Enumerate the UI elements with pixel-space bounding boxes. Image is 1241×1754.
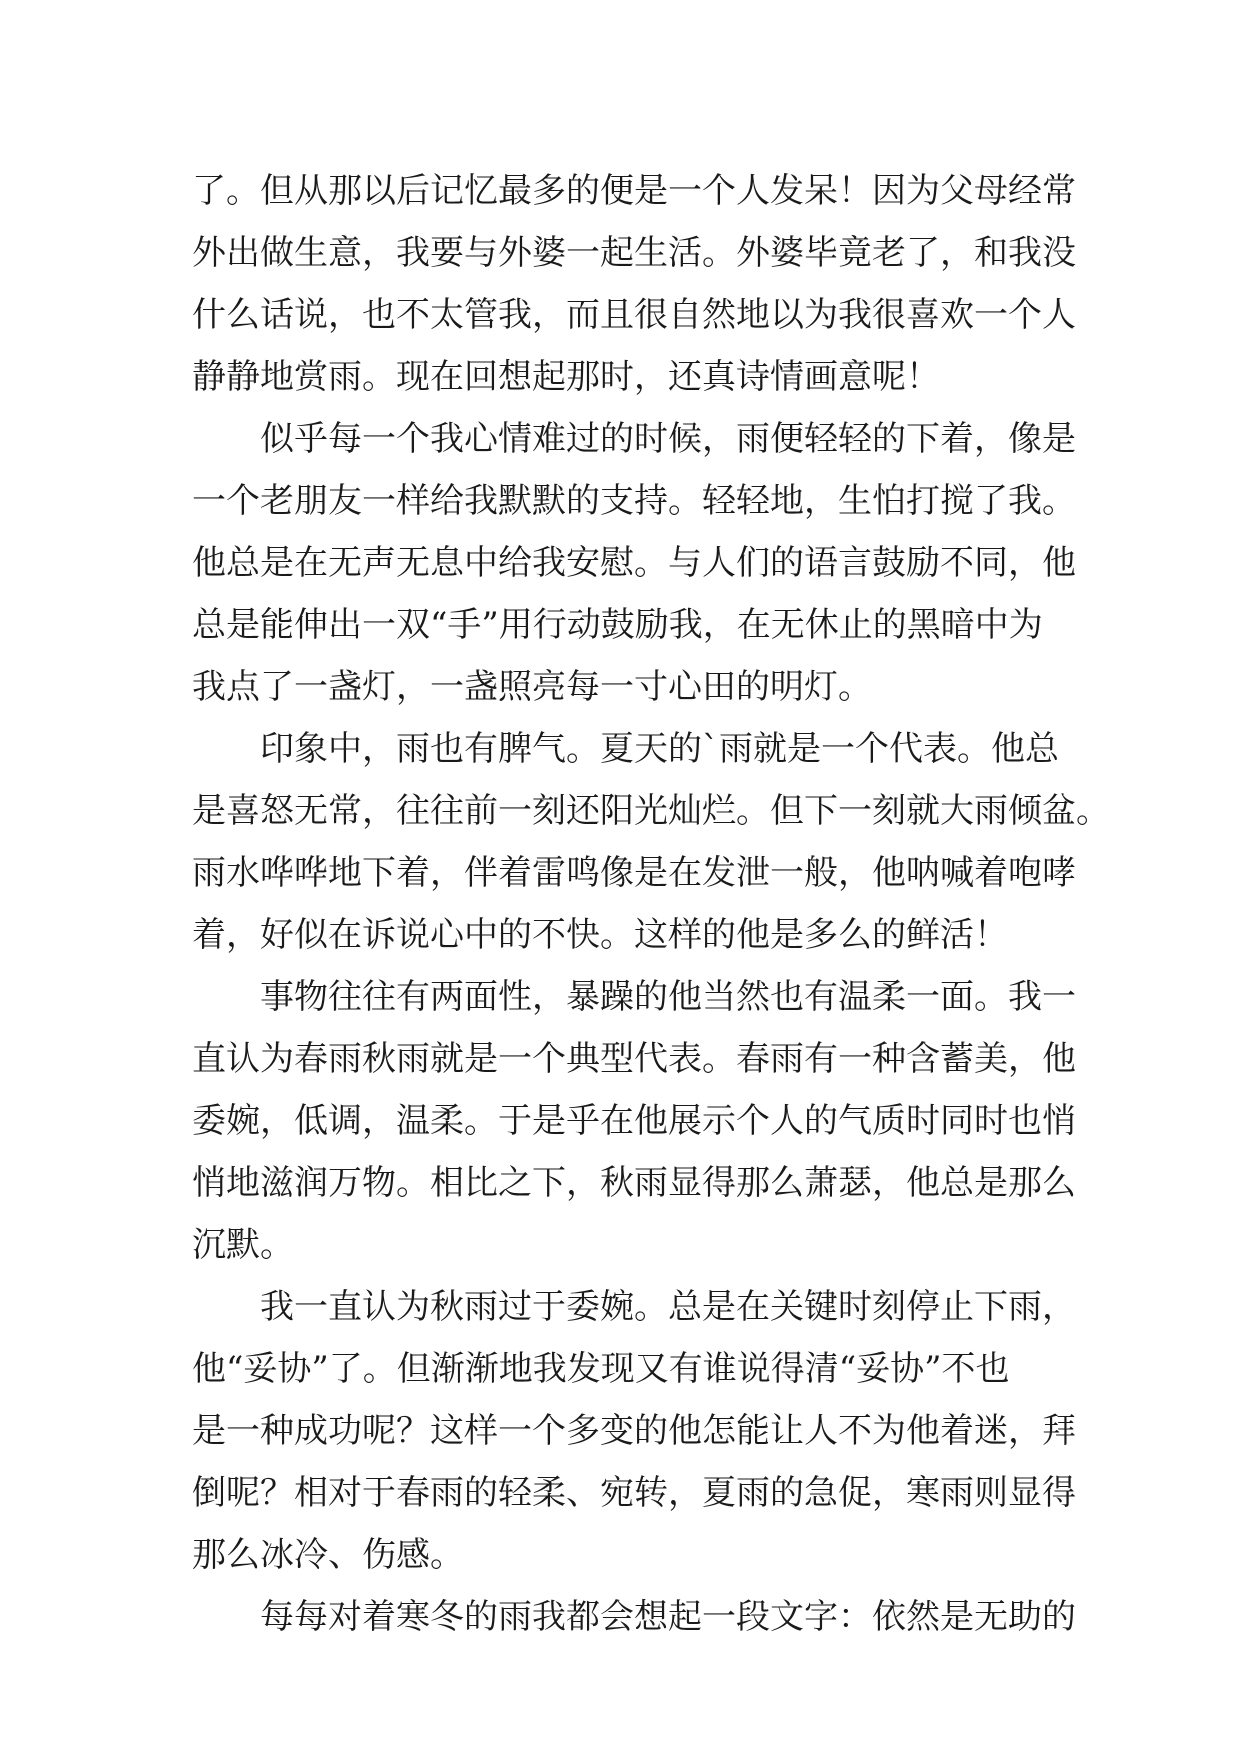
text-line: 他总是在无声无息中给我安慰。与人们的语言鼓励不同，他 bbox=[192, 543, 1076, 583]
text-line: 着，好似在诉说心中的不快。这样的他是多么的鲜活！ bbox=[192, 915, 1008, 955]
text-line: 是一种成功呢？这样一个多变的他怎能让人不为他着迷，拜 bbox=[192, 1411, 1076, 1451]
text-line: 沉默。 bbox=[192, 1225, 294, 1265]
text-line: 静静地赏雨。现在回想起那时，还真诗情画意呢！ bbox=[192, 357, 940, 397]
text-line: 雨水哗哗地下着，伴着雷鸣像是在发泄一般，他呐喊着咆哮 bbox=[192, 853, 1076, 893]
text-line: 他“妥协”了。但渐渐地我发现又有谁说得清“妥协”不也 bbox=[192, 1349, 1010, 1389]
text-line: 委婉，低调，温柔。于是乎在他展示个人的气质时同时也悄 bbox=[192, 1101, 1076, 1141]
text-line: 悄地滋润万物。相比之下，秋雨显得那么萧瑟，他总是那么 bbox=[192, 1163, 1076, 1203]
text-line: 是喜怒无常，往往前一刻还阳光灿烂。但下一刻就大雨倾盆。 bbox=[192, 791, 1110, 831]
text-line: 倒呢？相对于春雨的轻柔、宛转，夏雨的急促，寒雨则显得 bbox=[192, 1473, 1076, 1513]
text-line: 我点了一盏灯，一盏照亮每一寸心田的明灯。 bbox=[192, 667, 872, 707]
text-line: 事物往往有两面性，暴躁的他当然也有温柔一面。我一 bbox=[260, 977, 1076, 1017]
text-line: 了。但从那以后记忆最多的便是一个人发呆！因为父母经常 bbox=[192, 171, 1076, 211]
document-body bbox=[192, 160, 1110, 1648]
text-line: 我一直认为秋雨过于委婉。总是在关键时刻停止下雨， bbox=[260, 1287, 1076, 1327]
text-line: 总是能伸出一双“手”用行动鼓励我，在无休止的黑暗中为 bbox=[192, 605, 1043, 645]
text-line: 每每对着寒冬的雨我都会想起一段文字：依然是无助的 bbox=[260, 1597, 1076, 1637]
text-line: 什么话说，也不太管我，而且很自然地以为我很喜欢一个人 bbox=[192, 295, 1076, 335]
text-line: 似乎每一个我心情难过的时候，雨便轻轻的下着，像是 bbox=[260, 419, 1076, 459]
text-line: 一个老朋友一样给我默默的支持。轻轻地，生怕打搅了我。 bbox=[192, 481, 1076, 521]
text-line: 印象中，雨也有脾气。夏天的`雨就是一个代表。他总 bbox=[260, 729, 1059, 769]
text-line: 直认为春雨秋雨就是一个典型代表。春雨有一种含蓄美，他 bbox=[192, 1039, 1076, 1079]
text-line: 外出做生意，我要与外婆一起生活。外婆毕竟老了，和我没 bbox=[192, 233, 1076, 273]
text-line: 那么冰冷、伤感。 bbox=[192, 1535, 464, 1575]
